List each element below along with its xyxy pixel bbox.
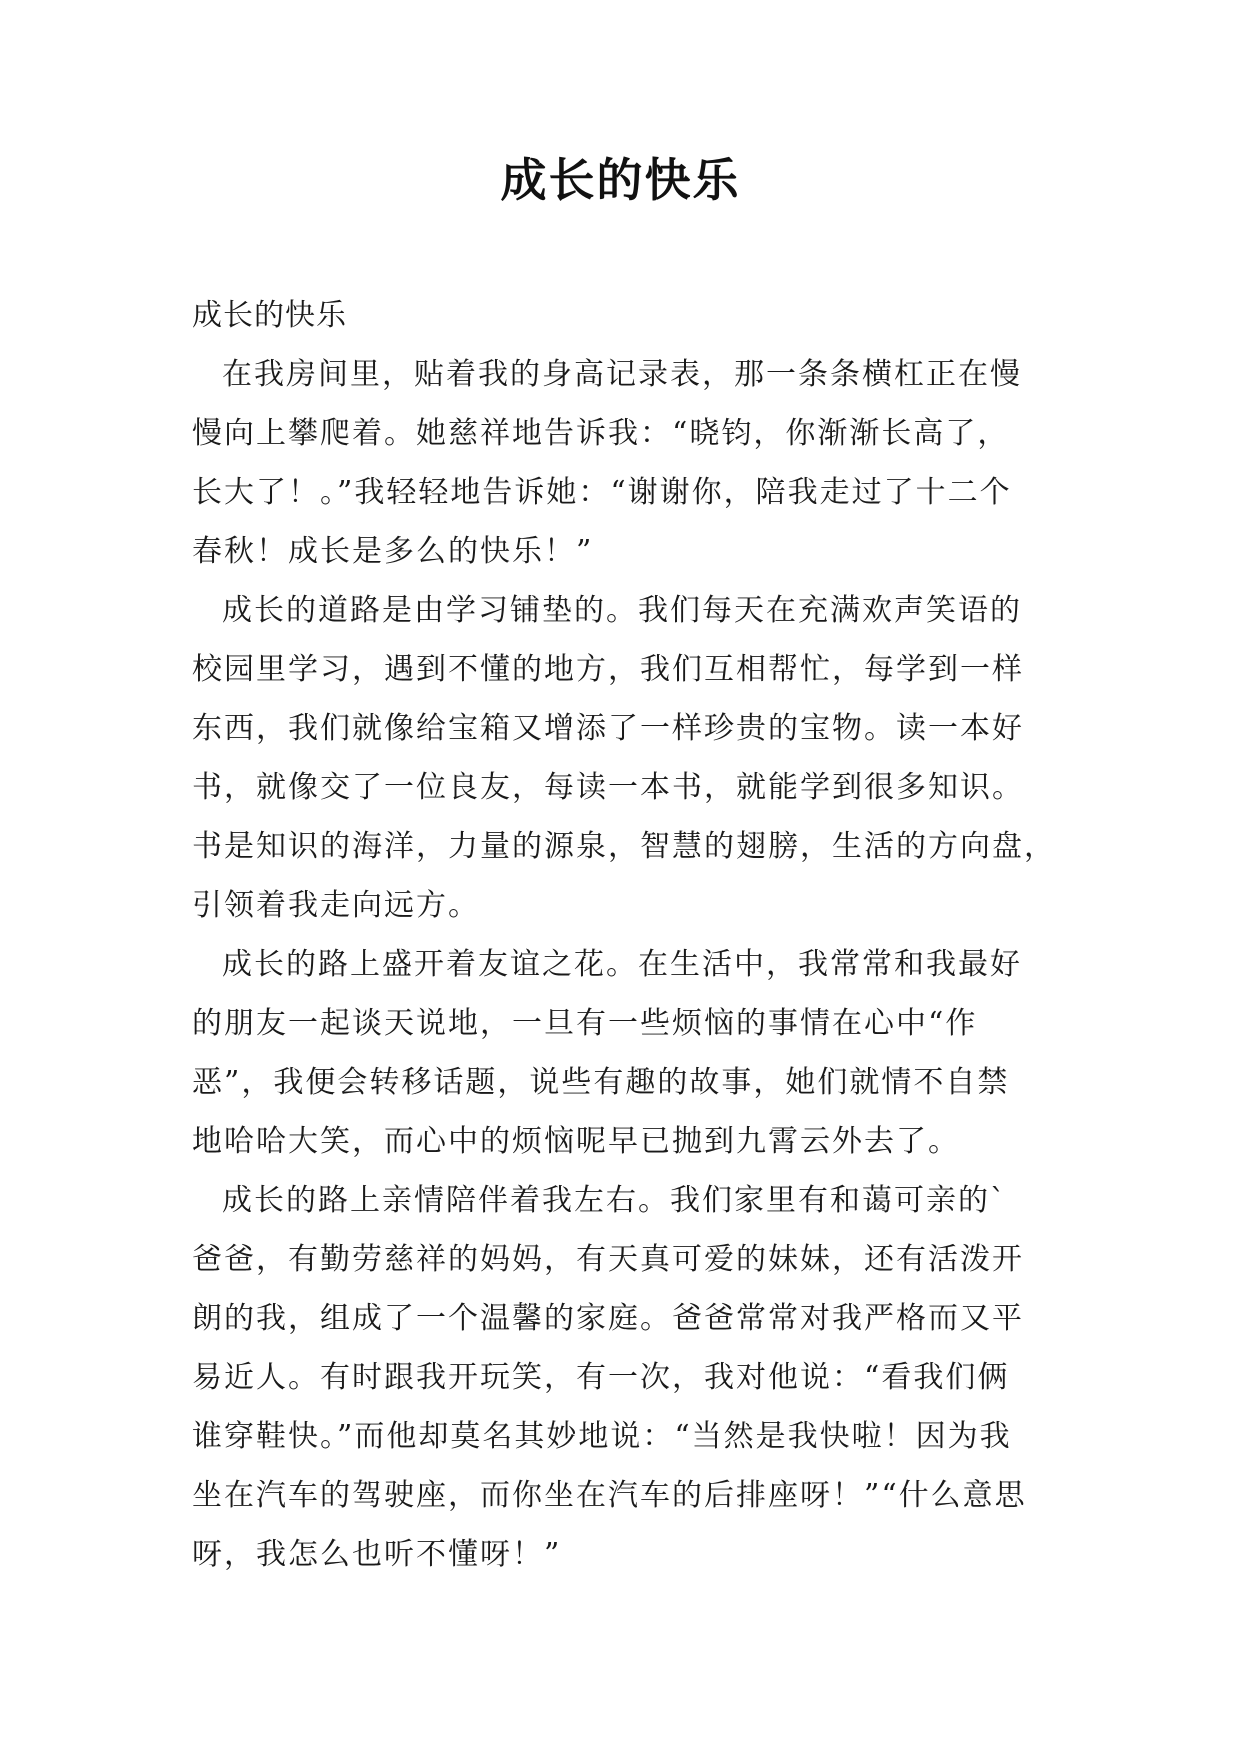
- paragraph-line: 成长的道路是由学习铺垫的。我们每天在充满欢声笑语的: [222, 593, 1022, 628]
- paragraph-line: 爸爸，有勤劳慈祥的妈妈，有天真可爱的妹妹，还有活泼开: [192, 1242, 1024, 1277]
- paragraph-line: 谁穿鞋快。”而他却莫名其妙地说：“当然是我快啦！因为我: [192, 1419, 1012, 1454]
- paragraph-line: 的朋友一起谈天说地，一旦有一些烦恼的事情在心中“作: [192, 1006, 978, 1041]
- paragraph-friendship: [192, 935, 1072, 1171]
- paragraph-line: 地哈哈大笑，而心中的烦恼呢早已抛到九霄云外去了。: [192, 1124, 960, 1159]
- paragraph-family: [192, 1171, 1072, 1584]
- paragraph-line: 长大了！。”我轻轻地告诉她：“谢谢你，陪我走过了十二个: [192, 475, 1012, 510]
- paragraph-line: 引领着我走向远方。: [192, 888, 480, 923]
- paragraph-line: 易近人。有时跟我开玩笑，有一次，我对他说：“看我们俩: [192, 1360, 1010, 1395]
- paragraph-height-chart: [192, 345, 1072, 581]
- paragraph-line: 恶”，我便会转移话题，说些有趣的故事，她们就情不自禁: [192, 1065, 1010, 1100]
- paragraph-line: 成长的路上盛开着友谊之花。在生活中，我常常和我最好: [222, 947, 1022, 982]
- document-subtitle: 成长的快乐: [192, 298, 347, 333]
- paragraph-line: 朗的我，组成了一个温馨的家庭。爸爸常常对我严格而又平: [192, 1301, 1024, 1336]
- paragraph-line: 慢向上攀爬着。她慈祥地告诉我：“晓钧，你渐渐长高了，: [192, 416, 1010, 451]
- paragraph-learning: [192, 581, 1072, 935]
- paragraph-line: 春秋！成长是多么的快乐！”: [192, 534, 594, 569]
- paragraph-line: 呀，我怎么也听不懂呀！”: [192, 1537, 562, 1572]
- paragraph-line: 坐在汽车的驾驶座，而你坐在汽车的后排座呀！”“什么意思: [192, 1478, 1027, 1513]
- paragraph-line: 书，就像交了一位良友，每读一本书，就能学到很多知识。: [192, 770, 1024, 805]
- paragraph-line: 东西，我们就像给宝箱又增添了一样珍贵的宝物。读一本好: [192, 711, 1024, 746]
- paragraph-line: 成长的路上亲情陪伴着我左右。我们家里有和蔼可亲的`: [222, 1183, 1007, 1218]
- paragraph-line: 书是知识的海洋，力量的源泉，智慧的翅膀，生活的方向盘，: [192, 829, 1056, 864]
- paragraph-line: 在我房间里，贴着我的身高记录表，那一条条横杠正在慢: [222, 357, 1022, 392]
- document-title: 成长的快乐: [500, 153, 741, 207]
- paragraph-line: 校园里学习，遇到不懂的地方，我们互相帮忙，每学到一样: [192, 652, 1024, 687]
- document-body: [192, 286, 1072, 1584]
